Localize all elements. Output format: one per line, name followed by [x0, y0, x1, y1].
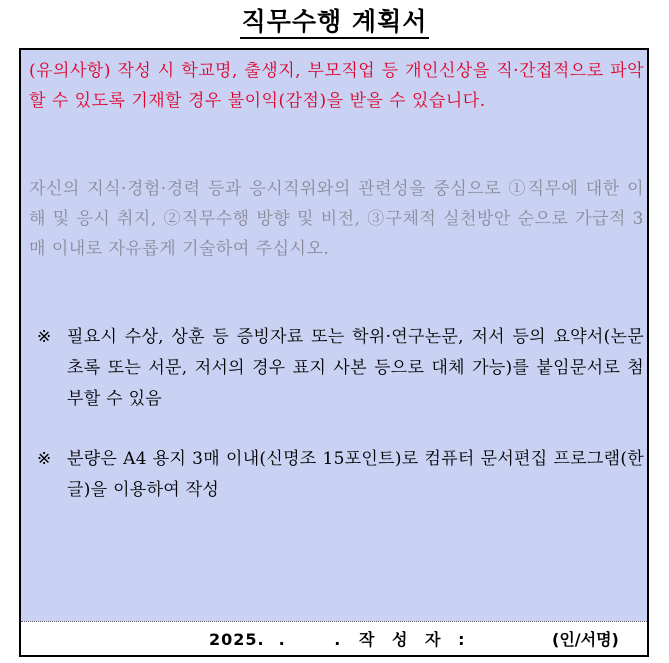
plan-form-box [19, 48, 649, 657]
date-dots: . . [278, 630, 363, 649]
page-title [0, 2, 669, 38]
signature-footer [21, 621, 647, 655]
date-year: 2025. [209, 630, 265, 649]
attachment-note-text: 필요시 수상, 상훈 등 증빙자료 또는 학위·연구논문, 저서 등의 요약서(논문초록 또는 서문, 저서의 경우 표지 사본 등으로 대체 가능)를 붙임문서로 첨부할 수 있음 [67, 327, 644, 409]
attachment-note [29, 322, 644, 415]
author-label: 작 성 자 : [359, 630, 471, 649]
caution-notice: (유의사항) 작성 시 학교명, 출생지, 부모직업 등 개인신상을 직·간접적으로 파악할 수 있도록 기재할 경우 불이익(감점)을 받을 수 있습니다. [29, 61, 644, 111]
reference-mark: ※ [37, 449, 52, 469]
writing-guide: 자신의 지식·경험·경력 등과 응시직위와의 관련성을 중심으로 ①직무에 대한 이해 및 응시 취지, ②직무수행 방향 및 비전, ③구체적 실천방안 순으로 가급적 3매 이내로 자유롭게 기술하여 주십시오. [29, 179, 644, 259]
length-note [29, 444, 644, 506]
signature-field[interactable]: (인/서명) [552, 630, 619, 649]
title-text: 직무수행 계획서 [240, 7, 430, 39]
writing-area[interactable] [21, 50, 647, 621]
date-field[interactable] [209, 622, 362, 658]
reference-mark: ※ [37, 327, 52, 347]
length-note-text: 분량은 A4 용지 3매 이내(신명조 15포인트)로 컴퓨터 문서편집 프로그램(한글)을 이용하여 작성 [67, 449, 644, 500]
